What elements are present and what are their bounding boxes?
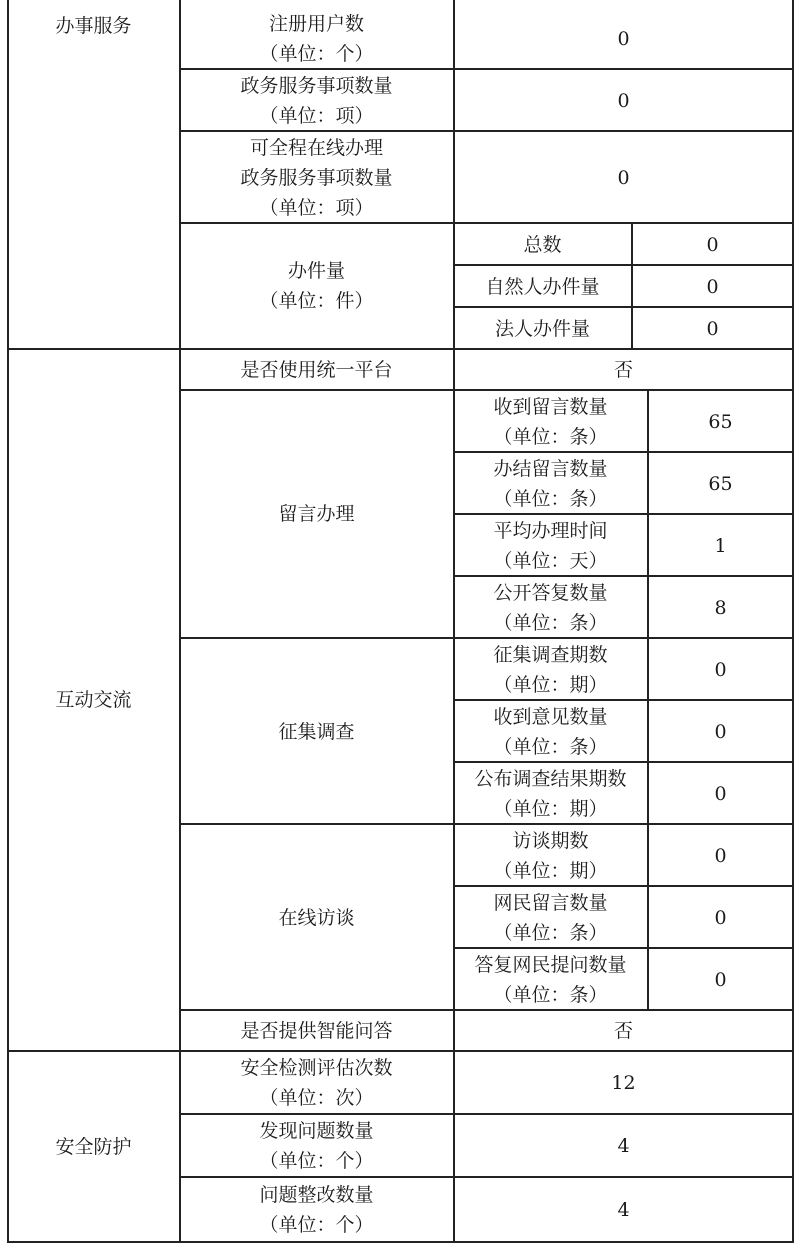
security-issues-value: 4	[617, 1135, 630, 1157]
survey-results-value: 0	[714, 782, 727, 805]
divider-row	[453, 306, 794, 308]
security-fixed-label: 问题整改数量 （单位：个）	[259, 1183, 374, 1236]
service-items-label: 政务服务事项数量 （单位：项）	[240, 74, 393, 127]
divider-row	[179, 1113, 794, 1115]
divider-row	[453, 885, 794, 887]
divider-section-2	[7, 1050, 794, 1052]
divider-col-1	[179, 0, 181, 1243]
unified-platform-value: 否	[613, 359, 633, 381]
interview-answers-label: 答复网民提问数量 （单位：条）	[474, 953, 627, 1006]
interview-periods-value: 0	[714, 844, 727, 867]
survey-group-label: 征集调查	[278, 720, 355, 743]
divider-section-1	[7, 348, 794, 350]
section-interaction: 互动交流	[55, 688, 132, 711]
reg-users-value: 0	[617, 27, 630, 50]
divider-row	[179, 389, 794, 391]
divider-row	[453, 513, 794, 515]
volume-natural-label: 自然人办件量	[485, 275, 600, 298]
divider-col-2	[453, 0, 455, 1243]
service-items-value: 0	[617, 89, 630, 112]
section-service: 办事服务	[55, 15, 132, 37]
divider-volume-col	[631, 224, 633, 349]
interview-group-label: 在线访谈	[278, 906, 355, 929]
divider-row	[453, 575, 794, 577]
msg-avg-time-value: 1	[714, 534, 727, 557]
online-items-label: 可全程在线办理 政务服务事项数量 （单位：项）	[240, 136, 393, 219]
security-fixed-value: 4	[617, 1198, 630, 1221]
security-checks-value: 12	[611, 1072, 636, 1094]
survey-periods-label: 征集调查期数 （单位：期）	[493, 643, 608, 696]
section-security: 安全防护	[55, 1135, 132, 1158]
online-items-value: 0	[617, 166, 630, 189]
divider-row	[453, 264, 794, 266]
unified-platform-label: 是否使用统一平台	[240, 359, 393, 381]
divider-row	[179, 637, 794, 639]
survey-opinions-value: 0	[714, 720, 727, 743]
security-issues-label: 发现问题数量 （单位：个）	[259, 1120, 374, 1172]
volume-label: 办件量 （单位：件）	[259, 260, 374, 312]
smart-qa-value: 否	[613, 1020, 633, 1042]
interview-answers-value: 0	[714, 968, 727, 991]
border-right	[792, 0, 794, 1243]
survey-periods-value: 0	[714, 658, 727, 681]
survey-results-label: 公布调查结果期数 （单位：期）	[474, 767, 627, 820]
security-checks-label: 安全检测评估次数 （单位：次）	[240, 1057, 393, 1109]
divider-row	[179, 823, 794, 825]
divider-row	[179, 130, 794, 132]
msg-received-label: 收到留言数量 （单位：条）	[493, 395, 608, 448]
interview-periods-label: 访谈期数 （单位：期）	[493, 829, 608, 882]
divider-row	[453, 451, 794, 453]
msg-received-value: 65	[708, 410, 733, 433]
volume-total-label: 总数	[523, 233, 562, 256]
reg-users-label: 注册用户数 （单位：个）	[259, 12, 374, 65]
volume-legal-label: 法人办件量	[494, 317, 590, 340]
divider-row	[179, 1176, 794, 1178]
divider-row	[179, 222, 794, 224]
msg-public-label: 公开答复数量 （单位：条）	[493, 581, 608, 634]
interview-msgs-value: 0	[714, 906, 727, 929]
volume-legal-value: 0	[706, 317, 719, 340]
border-left	[7, 0, 9, 1243]
messages-group-label: 留言办理	[278, 503, 355, 525]
msg-done-label: 办结留言数量 （单位：条）	[493, 457, 608, 510]
interview-msgs-label: 网民留言数量 （单位：条）	[493, 891, 608, 944]
border-bottom	[7, 1241, 794, 1243]
divider-row	[453, 699, 794, 701]
divider-row	[453, 947, 794, 949]
divider-row	[179, 1009, 794, 1011]
divider-row	[453, 761, 794, 763]
msg-avg-time-label: 平均办理时间 （单位：天）	[493, 519, 608, 572]
survey-opinions-label: 收到意见数量 （单位：条）	[493, 705, 608, 758]
divider-row	[179, 68, 794, 70]
smart-qa-label: 是否提供智能问答	[240, 1020, 393, 1042]
msg-public-value: 8	[714, 596, 727, 619]
volume-total-value: 0	[706, 233, 719, 256]
msg-done-value: 65	[708, 472, 733, 495]
volume-natural-value: 0	[706, 275, 719, 298]
